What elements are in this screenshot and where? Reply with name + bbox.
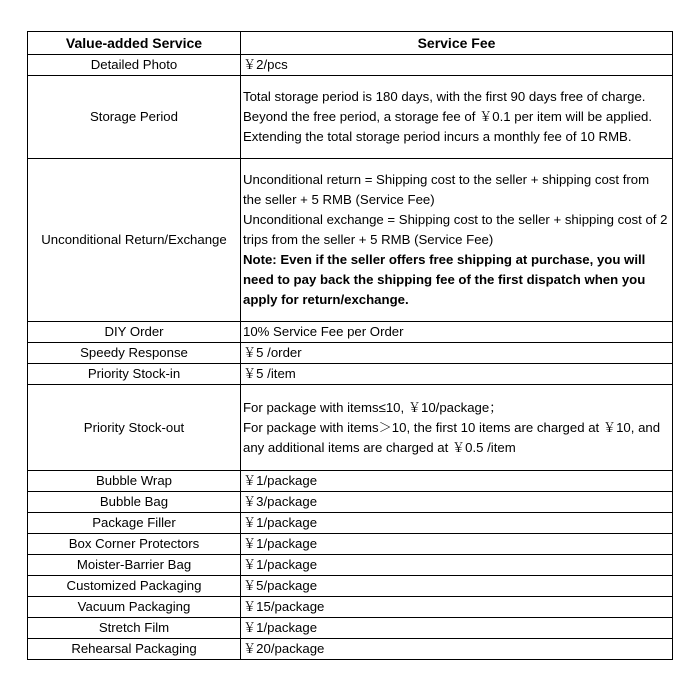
service-fee: ￥1/package: [241, 534, 673, 555]
service-name: Detailed Photo: [28, 55, 241, 76]
service-name: Speedy Response: [28, 343, 241, 364]
service-name: Storage Period: [28, 76, 241, 159]
service-fee-table: [27, 31, 673, 660]
service-fee: ￥5 /order: [241, 343, 673, 364]
table-row: [28, 471, 673, 492]
service-fee: ￥15/package: [241, 597, 673, 618]
fee-line: For package with items≤10, ￥10/package；: [243, 399, 503, 415]
header-fee: Service Fee: [241, 32, 673, 55]
service-fee: ￥20/package: [241, 639, 673, 660]
service-name: Moister-Barrier Bag: [28, 555, 241, 576]
table-header-row: [28, 32, 673, 55]
service-fee: [241, 385, 673, 471]
service-name: Stretch Film: [28, 618, 241, 639]
service-name: Priority Stock-in: [28, 364, 241, 385]
service-name: Priority Stock-out: [28, 385, 241, 471]
service-name: Bubble Wrap: [28, 471, 241, 492]
service-fee: ￥1/package: [241, 513, 673, 534]
service-name: Vacuum Packaging: [28, 597, 241, 618]
table-row: [28, 618, 673, 639]
service-name: Box Corner Protectors: [28, 534, 241, 555]
service-fee: 10% Service Fee per Order: [241, 322, 673, 343]
service-name: Unconditional Return/Exchange: [28, 159, 241, 322]
table-row: [28, 555, 673, 576]
service-fee: [241, 159, 673, 322]
table-row: [28, 76, 673, 159]
service-fee: ￥1/package: [241, 555, 673, 576]
service-fee: ￥5 /item: [241, 364, 673, 385]
service-name: DIY Order: [28, 322, 241, 343]
service-fee: ￥1/package: [241, 618, 673, 639]
table-row: [28, 385, 673, 471]
header-service: Value-added Service: [28, 32, 241, 55]
fee-note: Note: Even if the seller offers free shipping at purchase, you will need to pay back the shipping fee of the first dispatch when you apply for return/exchange.: [243, 252, 646, 307]
table-row: [28, 576, 673, 597]
service-name: Customized Packaging: [28, 576, 241, 597]
fee-line: Unconditional exchange = Shipping cost to the seller + shipping cost of 2 trips from the seller + 5 RMB (Service Fee): [243, 212, 668, 247]
table-row: [28, 639, 673, 660]
table-row: [28, 597, 673, 618]
table-row: [28, 322, 673, 343]
table-row: [28, 343, 673, 364]
service-name: Bubble Bag: [28, 492, 241, 513]
table-row: [28, 513, 673, 534]
service-fee: ￥1/package: [241, 471, 673, 492]
service-fee: Total storage period is 180 days, with the first 90 days free of charge. Beyond the free period, a storage fee of ￥0.1 per item will be applied. Extending the total storage period incurs a monthly fee of 10 RMB.: [241, 76, 673, 159]
fee-line: Unconditional return = Shipping cost to the seller + shipping cost from the seller + 5 RMB (Service Fee): [243, 172, 650, 207]
table-row: [28, 534, 673, 555]
table-row: [28, 492, 673, 513]
service-name: Package Filler: [28, 513, 241, 534]
table-row: [28, 55, 673, 76]
service-fee: ￥3/package: [241, 492, 673, 513]
service-fee: ￥5/package: [241, 576, 673, 597]
service-name: Rehearsal Packaging: [28, 639, 241, 660]
fee-line: For package with items＞10, the first 10 items are charged at ￥10, and any additional items are charged at ￥0.5 /item: [243, 419, 661, 455]
table-row: [28, 364, 673, 385]
table-row: [28, 159, 673, 322]
service-fee: ￥2/pcs: [241, 55, 673, 76]
